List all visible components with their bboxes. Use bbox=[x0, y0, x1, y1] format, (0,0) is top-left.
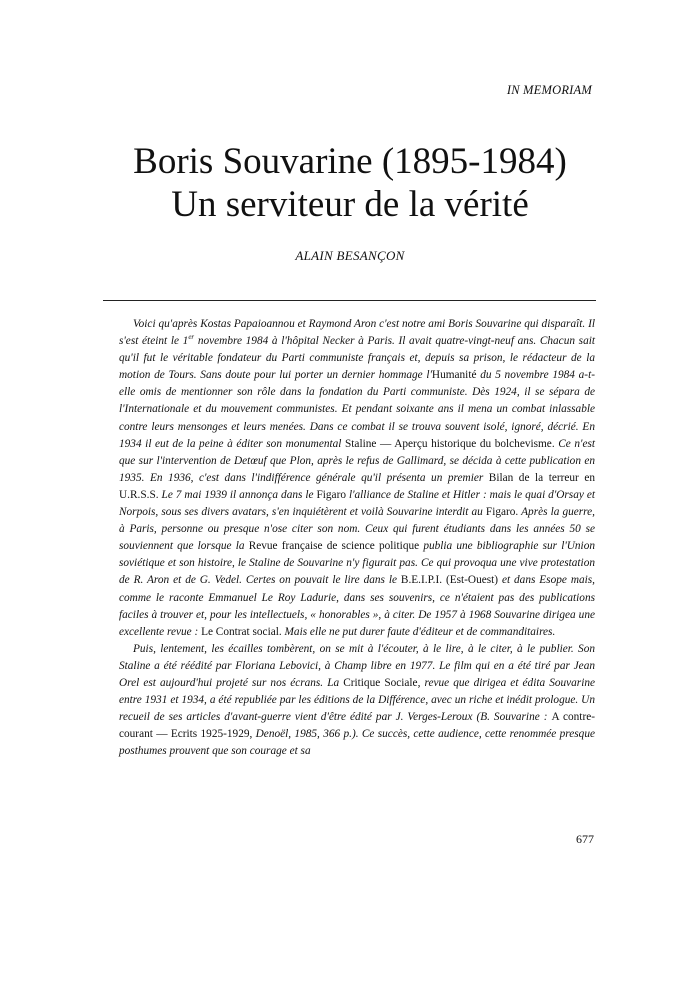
text-run: Denoël, 1985, 366 p.). Ce succès, cette audience, cette renommée presque posthumes prouvent que son courage et sa bbox=[119, 728, 595, 758]
text-run: publia une bibliographie sur l'Union soviétique et son histoire, le Staline de Souvarine n'y figurait pas. Ce qui provoqua une vive protestation de R. Aron et de G. Vedel. Certes on pouvait le lire dans le bbox=[119, 540, 595, 587]
text-run: Staline — Aperçu historique du bolchevisme. bbox=[345, 437, 555, 450]
text-run: Revue française de science politique bbox=[248, 540, 420, 553]
text-run: Critique Sociale bbox=[343, 676, 418, 689]
text-run: Bilan de la terreur en U.R.S.S. bbox=[119, 471, 596, 501]
title-line-1: Boris Souvarine (1895-1984) bbox=[133, 141, 567, 182]
text-run: Le 7 mai 1939 il annonça dans le bbox=[158, 488, 317, 501]
text-run: Puis, lentement, les écailles tombèrent, on se mit à l'écouter, à le lire, à le citer, à le publier. Son Staline a été réédité par Floriana Lebovici, à Champ libre en 1977. Le film qui en a été tiré par Jean Orel est aujourd'hui projeté sur nos écrans. La bbox=[119, 642, 595, 689]
text-run: Humanité bbox=[431, 369, 477, 382]
title-line-2: Un serviteur de la vérité bbox=[171, 184, 529, 225]
divider bbox=[103, 300, 596, 301]
paragraph bbox=[119, 316, 595, 641]
text-run: , revue que dirigea et édita Souvarine entre 1931 et 1934, a été republiée par les éditions de la Différence, avec un riche et inédit prologue. Un recueil de ses articles d'avant-guerre vient d'être édité par J. Verges-Leroux (B. Souvarine : bbox=[119, 676, 595, 724]
text-run: Figaro. bbox=[485, 506, 519, 519]
text-run: B.E.I.P.I. (Est-Ouest) bbox=[400, 574, 499, 587]
paragraph bbox=[119, 641, 595, 761]
text-run: novembre 1984 à l'hôpital Necker à Paris. Il avait quatre-vingt-neuf ans. Chacun sait qu'il fut le véritable fondateur du Parti communiste français et, depuis sa prison, le rédacteur de la motion de Tours. Sans doute pour lui porter un dernier hommage l' bbox=[119, 335, 595, 382]
text-run: Voici qu'après Kostas Papaioannou et Raymond Aron c'est notre ami Boris Souvarine qui disparaît. Il s'est éteint le 1 bbox=[119, 318, 595, 348]
text-run: A contre-courant — Ecrits 1925-1929, bbox=[119, 711, 595, 741]
text-run: Mais elle ne put durer faute d'éditeur et de commanditaires. bbox=[281, 625, 556, 638]
article-title bbox=[0, 140, 700, 226]
article-body bbox=[119, 316, 595, 760]
text-run: l'alliance de Staline et Hitler : mais le quai d'Orsay et Norpois, sous ses divers avatars, s'en inquiétèrent et voilà Souvarine interdit au bbox=[119, 488, 595, 519]
author-name: ALAIN BESANÇON bbox=[295, 248, 405, 263]
text-run: et dans Esope mais, comme le raconte Emmanuel Le Roy Ladurie, dans ses souvenirs, ce n'étaient pas des publications faciles à trouver et, pour les intellectuels, « honorables », à citer. De 1957 à 1968 Souvarine dirigea une excellente revue : bbox=[119, 574, 595, 638]
section-header: IN MEMORIAM bbox=[506, 83, 592, 97]
text-run: du 5 novembre 1984 a-t-elle omis de mentionner son rôle dans la fondation du Parti communiste. Dès 1924, il se sépara de l'Internationale et du mouvement communistes. Et pendant soixante ans il mena un combat inlassable contre leurs mensonges et leurs menées. Dans ce combat il se trouva souvent isolé, ignoré, décrié. En 1934 il eut de la peine à éditer son monumental bbox=[119, 369, 595, 450]
text-run: Ce n'est que sur l'intervention de Detœuf que Plon, après le refus de Gallimard, se décida à cette publication en 1935. En 1936, c'est dans l'indifférence générale qu'il présenta un premier bbox=[119, 437, 595, 484]
text-run: Le Contrat social. bbox=[201, 625, 282, 638]
superscript-text: er bbox=[188, 333, 195, 342]
text-run: Après la guerre, à Paris, personne ou presque n'ose citer son nom. Ceux qui furent étudiants dans les années 50 se souviennent que lorsque la bbox=[119, 506, 595, 553]
page-number: 677 bbox=[576, 832, 594, 846]
text-run: Figaro bbox=[316, 488, 346, 501]
